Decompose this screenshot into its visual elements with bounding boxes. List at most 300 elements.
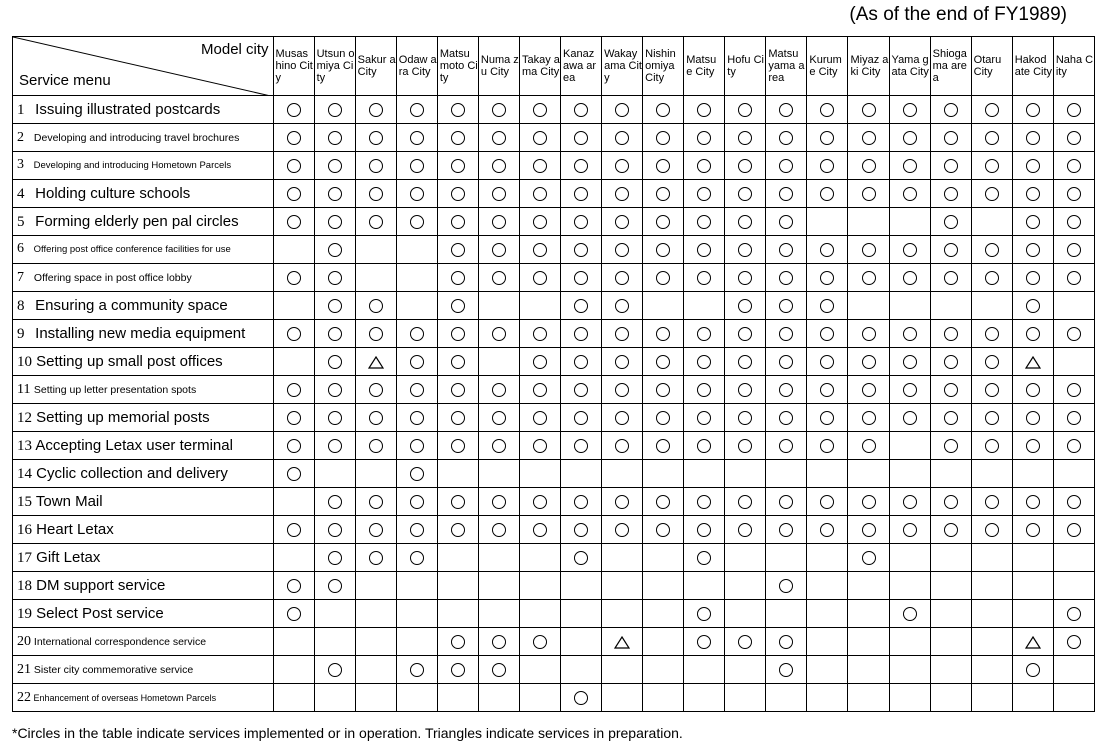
circle-icon [985, 187, 999, 201]
circle-icon [533, 131, 547, 145]
status-cell [314, 348, 355, 376]
circle-icon [862, 187, 876, 201]
service-label: Enhancement of overseas Hometown Parcels [33, 692, 217, 703]
circle-icon [779, 355, 793, 369]
circle-icon [656, 103, 670, 117]
status-cell [602, 600, 643, 628]
circle-icon [944, 523, 958, 537]
circle-icon [492, 243, 506, 257]
status-cell [478, 320, 519, 348]
circle-icon [779, 103, 793, 117]
status-cell [766, 684, 807, 712]
status-cell [684, 488, 725, 516]
circle-icon [903, 355, 917, 369]
circle-icon [410, 159, 424, 173]
status-cell [437, 516, 478, 544]
status-cell [725, 460, 766, 488]
circle-icon [779, 439, 793, 453]
service-number: 5 [17, 213, 25, 230]
status-cell [1053, 488, 1094, 516]
circle-icon [492, 411, 506, 425]
status-cell [437, 684, 478, 712]
status-cell [807, 292, 848, 320]
status-cell [355, 432, 396, 460]
circle-icon [492, 159, 506, 173]
status-cell [930, 404, 971, 432]
circle-icon [492, 439, 506, 453]
circle-icon [738, 383, 752, 397]
circle-icon [697, 635, 711, 649]
circle-icon [451, 355, 465, 369]
triangle-icon [1025, 636, 1041, 649]
status-cell [889, 460, 930, 488]
circle-icon [738, 327, 752, 341]
status-cell [1053, 628, 1094, 656]
status-cell [930, 684, 971, 712]
status-cell [848, 376, 889, 404]
city-header: Utsun omiya City [314, 37, 355, 96]
circle-icon [697, 355, 711, 369]
circle-icon [1026, 495, 1040, 509]
status-cell [355, 292, 396, 320]
status-cell [273, 208, 314, 236]
circle-icon [492, 663, 506, 677]
status-cell [602, 376, 643, 404]
circle-icon [779, 271, 793, 285]
status-cell [561, 376, 602, 404]
circle-icon [903, 103, 917, 117]
status-cell [396, 376, 437, 404]
status-cell [1012, 432, 1053, 460]
circle-icon [533, 243, 547, 257]
circle-icon [820, 103, 834, 117]
status-cell [519, 96, 560, 124]
status-cell [930, 264, 971, 292]
circle-icon [287, 103, 301, 117]
status-cell [643, 292, 684, 320]
status-cell [766, 404, 807, 432]
status-cell [355, 208, 396, 236]
status-cell [1053, 404, 1094, 432]
circle-icon [985, 411, 999, 425]
service-number: 9 [17, 325, 25, 342]
status-cell [807, 180, 848, 208]
status-cell [725, 628, 766, 656]
status-cell [971, 656, 1012, 684]
status-cell [355, 460, 396, 488]
circle-icon [369, 103, 383, 117]
status-cell [478, 152, 519, 180]
circle-icon [820, 523, 834, 537]
circle-icon [328, 383, 342, 397]
status-cell [807, 152, 848, 180]
circle-icon [820, 299, 834, 313]
status-cell [602, 684, 643, 712]
status-cell [807, 460, 848, 488]
status-cell [684, 432, 725, 460]
table-row [13, 600, 1095, 628]
circle-icon [1067, 523, 1081, 537]
status-cell [314, 544, 355, 572]
status-cell [1053, 292, 1094, 320]
status-cell [1012, 264, 1053, 292]
service-number: 4 [17, 185, 25, 202]
service-number: 2 [17, 129, 24, 145]
status-cell [848, 152, 889, 180]
circle-icon [1026, 383, 1040, 397]
status-cell [355, 264, 396, 292]
circle-icon [492, 215, 506, 229]
circle-icon [533, 355, 547, 369]
status-cell [725, 432, 766, 460]
circle-icon [410, 355, 424, 369]
circle-icon [820, 243, 834, 257]
service-label: Installing new media equipment [35, 324, 246, 342]
status-cell [725, 320, 766, 348]
status-cell [314, 320, 355, 348]
circle-icon [779, 187, 793, 201]
service-label: Ensuring a community space [35, 296, 228, 314]
status-cell [602, 180, 643, 208]
circle-icon [862, 439, 876, 453]
status-cell [643, 684, 684, 712]
circle-icon [697, 523, 711, 537]
circle-icon [820, 355, 834, 369]
status-cell [519, 628, 560, 656]
circle-icon [738, 523, 752, 537]
circle-icon [862, 495, 876, 509]
circle-icon [820, 495, 834, 509]
circle-icon [1026, 439, 1040, 453]
circle-icon [369, 495, 383, 509]
status-cell [766, 348, 807, 376]
circle-icon [369, 383, 383, 397]
status-cell [437, 600, 478, 628]
status-cell [930, 600, 971, 628]
status-cell [396, 152, 437, 180]
circle-icon [903, 131, 917, 145]
circle-icon [615, 131, 629, 145]
circle-icon [287, 215, 301, 229]
city-header: Wakay ama City [602, 37, 643, 96]
circle-icon [328, 271, 342, 285]
circle-icon [697, 215, 711, 229]
status-cell [273, 404, 314, 432]
status-cell [273, 572, 314, 600]
status-cell [930, 152, 971, 180]
circle-icon [328, 439, 342, 453]
circle-icon [451, 439, 465, 453]
circle-icon [369, 327, 383, 341]
status-cell [848, 488, 889, 516]
status-cell [396, 544, 437, 572]
status-cell [561, 292, 602, 320]
service-label-cell [13, 264, 274, 292]
status-cell [561, 488, 602, 516]
status-cell [1053, 376, 1094, 404]
status-cell [848, 628, 889, 656]
status-cell [889, 180, 930, 208]
service-label: Sister city commemorative service [33, 663, 194, 676]
status-cell [807, 264, 848, 292]
status-cell [1053, 348, 1094, 376]
circle-icon [451, 215, 465, 229]
status-cell [602, 572, 643, 600]
circle-icon [492, 383, 506, 397]
circle-icon [656, 411, 670, 425]
service-label-cell [13, 600, 274, 628]
circle-icon [451, 635, 465, 649]
status-cell [602, 152, 643, 180]
circle-icon [862, 411, 876, 425]
status-cell [1012, 516, 1053, 544]
status-cell [1012, 460, 1053, 488]
status-cell [1012, 348, 1053, 376]
circle-icon [656, 327, 670, 341]
circle-icon [533, 523, 547, 537]
status-cell [643, 96, 684, 124]
circle-icon [615, 187, 629, 201]
service-number: 15 [17, 493, 32, 510]
status-cell [643, 236, 684, 264]
status-cell [766, 236, 807, 264]
status-cell [437, 432, 478, 460]
service-label-cell [13, 572, 274, 600]
status-cell [355, 320, 396, 348]
circle-icon [533, 159, 547, 173]
circle-icon [451, 159, 465, 173]
status-cell [807, 404, 848, 432]
status-cell [889, 432, 930, 460]
circle-icon [1067, 159, 1081, 173]
status-cell [561, 684, 602, 712]
status-cell [1053, 516, 1094, 544]
status-cell [314, 628, 355, 656]
circle-icon [533, 495, 547, 509]
service-label-cell [13, 348, 274, 376]
circle-icon [862, 103, 876, 117]
status-cell [971, 572, 1012, 600]
circle-icon [820, 271, 834, 285]
status-cell [930, 544, 971, 572]
status-cell [437, 264, 478, 292]
circle-icon [697, 439, 711, 453]
circle-icon [533, 411, 547, 425]
status-cell [273, 488, 314, 516]
circle-icon [492, 523, 506, 537]
status-cell [314, 152, 355, 180]
status-cell [643, 432, 684, 460]
status-cell [396, 292, 437, 320]
status-cell [725, 516, 766, 544]
status-cell [561, 180, 602, 208]
city-header: Miyaz aki City [848, 37, 889, 96]
status-cell [1012, 208, 1053, 236]
circle-icon [779, 383, 793, 397]
status-cell [1053, 600, 1094, 628]
service-label: Accepting Letax user terminal [35, 436, 233, 454]
status-cell [519, 292, 560, 320]
status-cell [971, 180, 1012, 208]
status-cell [314, 376, 355, 404]
status-cell [725, 684, 766, 712]
status-cell [602, 460, 643, 488]
status-cell [478, 292, 519, 320]
circle-icon [903, 159, 917, 173]
status-cell [643, 320, 684, 348]
service-label-cell [13, 320, 274, 348]
status-cell [684, 516, 725, 544]
circle-icon [328, 523, 342, 537]
circle-icon [779, 215, 793, 229]
circle-icon [944, 327, 958, 341]
circle-icon [615, 495, 629, 509]
status-cell [930, 460, 971, 488]
status-cell [273, 236, 314, 264]
table-row [13, 572, 1095, 600]
status-cell [971, 320, 1012, 348]
status-cell [273, 516, 314, 544]
status-cell [889, 488, 930, 516]
service-number: 6 [17, 241, 24, 256]
status-cell [478, 264, 519, 292]
model-city-label: Model city [201, 41, 269, 58]
circle-icon [985, 131, 999, 145]
circle-icon [287, 159, 301, 173]
service-label: Cyclic collection and delivery [36, 464, 228, 482]
status-cell [437, 488, 478, 516]
status-cell [766, 124, 807, 152]
circle-icon [985, 383, 999, 397]
status-cell [1053, 180, 1094, 208]
status-cell [478, 516, 519, 544]
service-label: Setting up small post offices [36, 352, 223, 370]
status-cell [684, 264, 725, 292]
circle-icon [1026, 663, 1040, 677]
circle-icon [656, 355, 670, 369]
status-cell [478, 628, 519, 656]
status-cell [725, 208, 766, 236]
circle-icon [944, 131, 958, 145]
status-cell [437, 208, 478, 236]
status-cell [848, 124, 889, 152]
status-cell [807, 516, 848, 544]
status-cell [519, 208, 560, 236]
circle-icon [656, 215, 670, 229]
circle-icon [615, 411, 629, 425]
circle-icon [533, 271, 547, 285]
circle-icon [328, 579, 342, 593]
circle-icon [574, 355, 588, 369]
status-cell [561, 264, 602, 292]
status-cell [1053, 124, 1094, 152]
status-cell [807, 236, 848, 264]
status-cell [889, 684, 930, 712]
circle-icon [656, 243, 670, 257]
status-cell [561, 460, 602, 488]
status-cell [889, 264, 930, 292]
status-cell [273, 292, 314, 320]
circle-icon [1026, 159, 1040, 173]
status-cell [807, 656, 848, 684]
status-cell [273, 656, 314, 684]
city-header: Naha City [1053, 37, 1094, 96]
status-cell [889, 544, 930, 572]
status-cell [519, 376, 560, 404]
status-cell [971, 264, 1012, 292]
circle-icon [328, 663, 342, 677]
circle-icon [903, 523, 917, 537]
service-label-cell [13, 376, 274, 404]
status-cell [971, 544, 1012, 572]
status-cell [355, 124, 396, 152]
table-row [13, 628, 1095, 656]
circle-icon [697, 495, 711, 509]
service-number: 10 [17, 353, 32, 370]
city-header: Matsu moto City [437, 37, 478, 96]
status-cell [643, 376, 684, 404]
status-cell [684, 376, 725, 404]
status-cell [437, 572, 478, 600]
circle-icon [862, 523, 876, 537]
table-row [13, 180, 1095, 208]
footnote: *Circles in the table indicate services implemented or in operation. Triangles indicate services in preparation. [12, 725, 683, 741]
circle-icon [492, 103, 506, 117]
status-cell [1012, 628, 1053, 656]
status-cell [314, 460, 355, 488]
circle-icon [656, 159, 670, 173]
status-cell [643, 404, 684, 432]
circle-icon [903, 411, 917, 425]
circle-icon [410, 523, 424, 537]
circle-icon [492, 635, 506, 649]
circle-icon [615, 243, 629, 257]
status-cell [807, 432, 848, 460]
status-cell [1012, 656, 1053, 684]
status-cell [561, 572, 602, 600]
circle-icon [944, 411, 958, 425]
status-cell [561, 656, 602, 684]
circle-icon [287, 327, 301, 341]
status-cell [971, 460, 1012, 488]
status-cell [396, 516, 437, 544]
status-cell [1012, 236, 1053, 264]
circle-icon [615, 159, 629, 173]
circle-icon [492, 495, 506, 509]
circle-icon [738, 299, 752, 313]
circle-icon [410, 411, 424, 425]
status-cell [602, 516, 643, 544]
status-cell [725, 376, 766, 404]
circle-icon [1067, 243, 1081, 257]
status-cell [437, 376, 478, 404]
status-cell [273, 320, 314, 348]
status-cell [766, 264, 807, 292]
status-cell [602, 320, 643, 348]
status-cell [273, 264, 314, 292]
circle-icon [820, 327, 834, 341]
circle-icon [985, 355, 999, 369]
status-cell [314, 236, 355, 264]
circle-icon [410, 551, 424, 565]
status-cell [478, 180, 519, 208]
service-label: Holding culture schools [35, 184, 191, 202]
status-cell [437, 96, 478, 124]
circle-icon [697, 327, 711, 341]
circle-icon [697, 103, 711, 117]
circle-icon [574, 691, 588, 705]
triangle-icon [1025, 356, 1041, 369]
